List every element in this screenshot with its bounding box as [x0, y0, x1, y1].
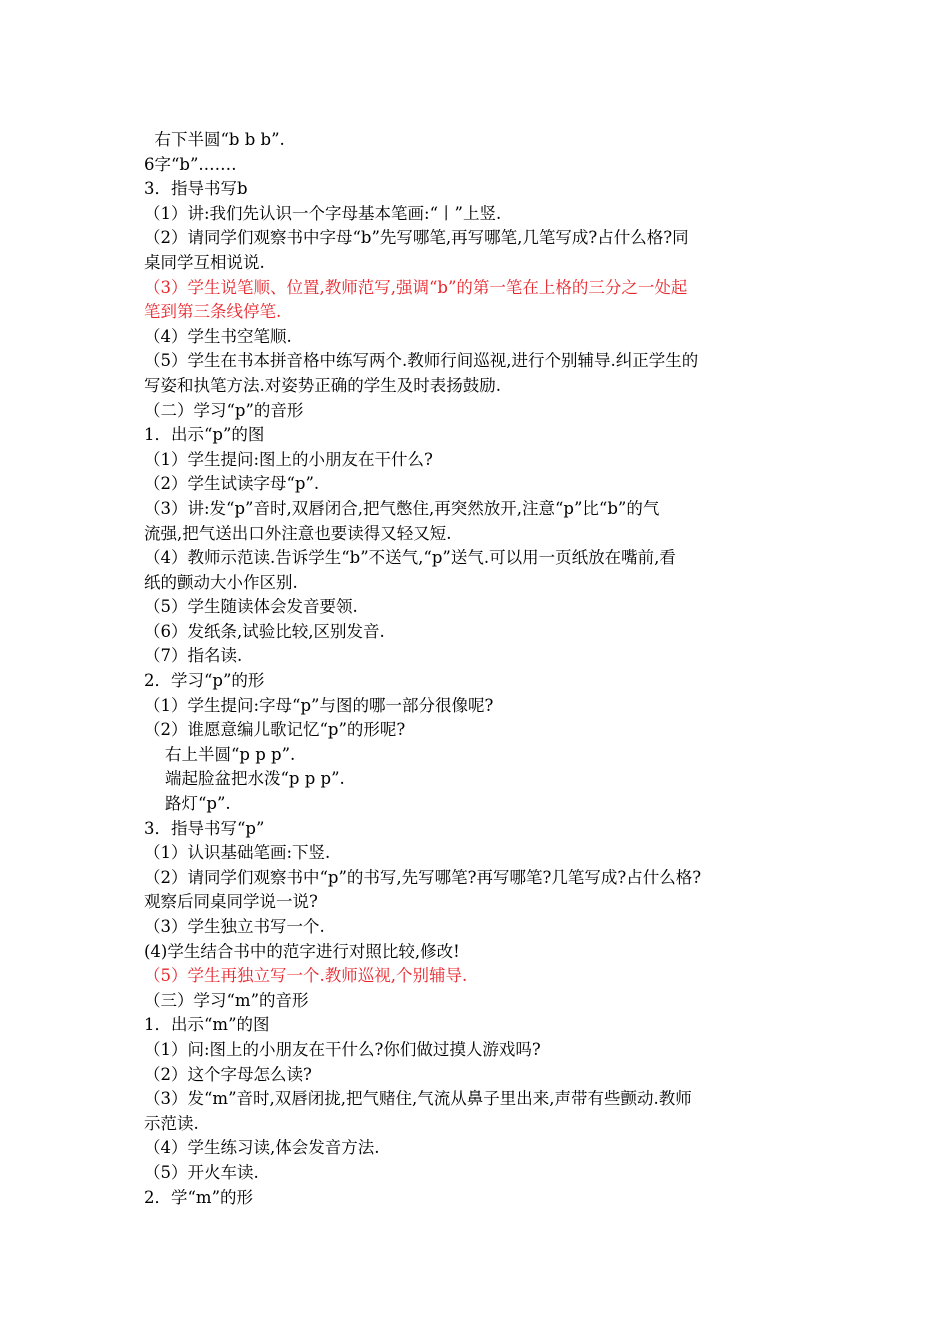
text-line: 2．学习“p”的形 [144, 671, 265, 691]
text-line: （三）学习“m”的音形 [144, 990, 309, 1010]
text-line: 流强,把气送出口外注意也要读得又轻又短. [144, 523, 452, 543]
text-line: 桌同学互相说说. [144, 252, 265, 272]
text-line: （5）学生随读体会发音要领. [144, 597, 358, 617]
text-line: 3．指导书写b [144, 179, 248, 199]
text-line: （1）讲:我们先认识一个字母基本笔画:“丨”上竖. [144, 203, 502, 223]
highlighted-text-line: 笔到第三条线停笔. [144, 302, 282, 322]
text-line: 端起脸盆把水泼“p p p”. [144, 769, 345, 789]
text-line: （1）学生提问:图上的小朋友在干什么? [144, 449, 433, 469]
text-line: （4）教师示范读.告诉学生“b”不送气,“p”送气.可以用一页纸放在嘴前,看 [144, 548, 676, 568]
text-line: （1）认识基础笔画:下竖. [144, 843, 331, 863]
text-line: （2）谁愿意编儿歌记忆“p”的形呢? [144, 720, 406, 740]
text-line: 右下半圆“b b b”. [144, 130, 285, 149]
text-line: （2）请同学们观察书中“p”的书写,先写哪笔?再写哪笔?几笔写成?占什么格? [144, 867, 702, 887]
text-line: （3）学生独立书写一个. [144, 917, 325, 936]
text-line: 1．出示“p”的图 [144, 425, 265, 445]
highlighted-text-line: （3）学生说笔顺、位置,教师范写,强调“b”的第一笔在上格的三分之一处起 [144, 277, 688, 297]
text-line: （3）讲:发“p”音时,双唇闭合,把气憋住,再突然放开,注意“p”比“b”的气 [144, 498, 660, 518]
text-line: （5）学生在书本拼音格中练写两个.教师行间巡视,进行个别辅导.纠正学生的 [144, 351, 699, 371]
text-line: （1）问:图上的小朋友在干什么?你们做过摸人游戏吗? [144, 1039, 541, 1059]
text-line: 右上半圆“p p p”. [144, 744, 296, 764]
text-line: （7）指名读. [144, 646, 243, 666]
text-line: 6字“b”.…… [144, 154, 237, 174]
text-line: 2．学“m”的形 [144, 1187, 254, 1207]
document-body [144, 128, 814, 1210]
text-line: （3）发“m”音时,双唇闭拢,把气赌住,气流从鼻子里出来,声带有些颤动.教师 [144, 1089, 692, 1109]
text-line: 纸的颤动大小作区别. [144, 572, 298, 592]
text-line: （二）学习“p”的音形 [144, 400, 304, 420]
text-line: （4）学生书空笔顺. [144, 326, 292, 346]
text-line: （5）开火车读. [144, 1162, 259, 1182]
text-line: 路灯“p”. [144, 794, 231, 814]
text-line: （1）学生提问:字母“p”与图的哪一部分很像呢? [144, 695, 494, 715]
text-line: 示范读. [144, 1113, 199, 1133]
highlighted-text-line: （5）学生再独立写一个.教师巡视,个别辅导. [144, 966, 468, 986]
text-line: （2）请同学们观察书中字母“b”先写哪笔,再写哪笔,几笔写成?占什么格?同 [144, 228, 689, 248]
text-line: 写姿和执笔方法.对姿势正确的学生及时表扬鼓励. [144, 375, 501, 395]
text-line: （4）学生练习读,体会发音方法. [144, 1138, 380, 1158]
text-line: 3．指导书写“p” [144, 818, 265, 838]
text-line: （2）学生试读字母“p”. [144, 474, 320, 494]
text-line: (4)学生结合书中的范字进行对照比较,修改! [144, 941, 460, 961]
text-line: 观察后同桌同学说一说? [144, 892, 318, 912]
text-line: （2）这个字母怎么读? [144, 1064, 312, 1084]
text-line: 1．出示“m”的图 [144, 1015, 270, 1035]
text-line: （6）发纸条,试验比较,区别发音. [144, 621, 385, 641]
